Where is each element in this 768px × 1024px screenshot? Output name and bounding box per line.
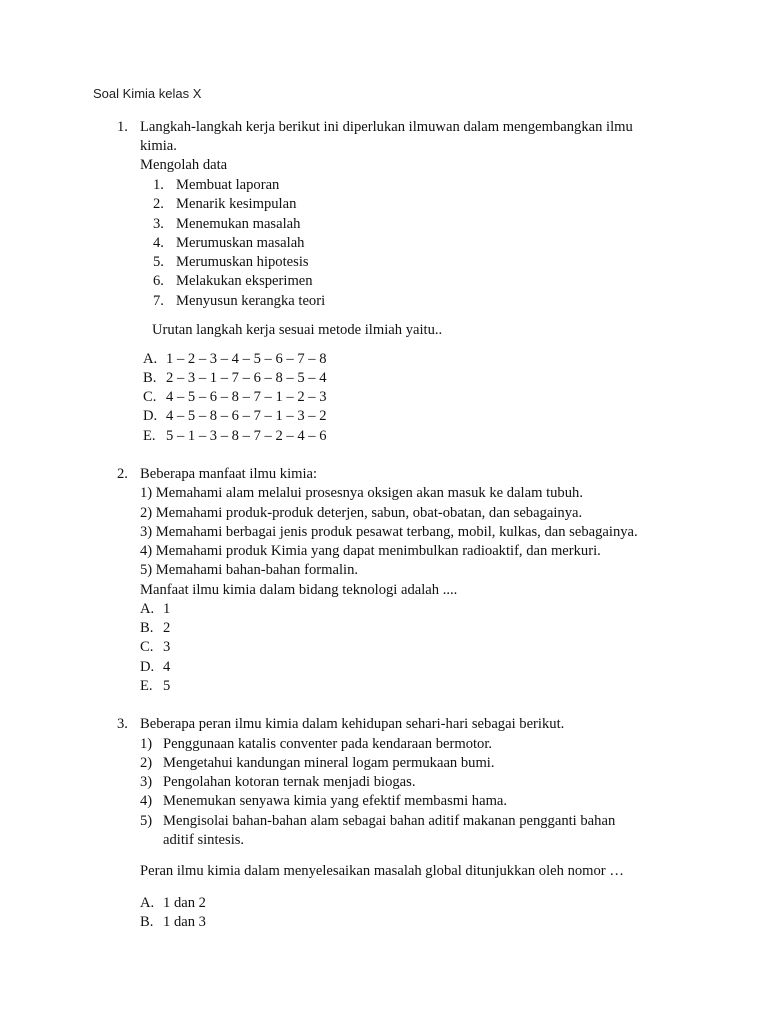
list-item: 5) Memahami bahan-bahan formalin.	[140, 562, 359, 578]
option-key: B.	[140, 620, 154, 636]
list-item: Menemukan senyawa kimia yang efektif membasmi hama.	[163, 793, 508, 809]
question-number: 1.	[117, 119, 128, 135]
question-number: 3.	[117, 716, 128, 732]
question-text-continued: kimia.	[140, 138, 177, 154]
step-number: 3.	[153, 216, 164, 232]
step-text: Merumuskan hipotesis	[176, 254, 309, 270]
list-item: Penggunaan katalis conventer pada kendaraan bermotor.	[163, 736, 493, 752]
option-text: 2	[163, 620, 171, 636]
option-key: A.	[140, 601, 155, 617]
option-key: A.	[143, 351, 158, 367]
subheading: Mengolah data	[140, 157, 228, 173]
step-text: Menarik kesimpulan	[176, 196, 297, 212]
list-item: 3) Memahami berbagai jenis produk pesawat terbang, mobil, kulkas, dan sebagainya.	[140, 524, 638, 540]
document-title: Soal Kimia kelas X	[93, 86, 202, 101]
list-item: Mengetahui kandungan mineral logam permukaan bumi.	[163, 755, 495, 771]
step-text: Melakukan eksperimen	[176, 273, 313, 289]
list-item: 4) Memahami produk Kimia yang dapat menimbulkan radioaktif, dan merkuri.	[140, 543, 601, 559]
option-key: D.	[140, 659, 155, 675]
option-key: E.	[143, 428, 156, 444]
list-item: Pengolahan kotoran ternak menjadi biogas.	[163, 774, 416, 790]
option-text: 4 – 5 – 6 – 8 – 7 – 1 – 2 – 3	[166, 389, 327, 405]
option-text: 1 dan 3	[163, 914, 206, 930]
option-text: 1	[163, 601, 171, 617]
question-prompt: Urutan langkah kerja sesuai metode ilmiah yaitu..	[152, 322, 443, 338]
question-number: 2.	[117, 466, 128, 482]
question-text: Langkah-langkah kerja berikut ini diperlukan ilmuwan dalam mengembangkan ilmu	[140, 119, 633, 135]
list-item-number: 2)	[140, 755, 153, 771]
list-item-number: 5)	[140, 813, 153, 829]
question-prompt: Peran ilmu kimia dalam menyelesaikan masalah global ditunjukkan oleh nomor …	[140, 863, 624, 879]
option-text: 5	[163, 678, 171, 694]
step-number: 2.	[153, 196, 164, 212]
option-key: C.	[140, 639, 154, 655]
option-text: 1 – 2 – 3 – 4 – 5 – 6 – 7 – 8	[166, 351, 327, 367]
option-text: 4	[163, 659, 171, 675]
question-text: Beberapa peran ilmu kimia dalam kehidupan sehari-hari sebagai berikut.	[140, 716, 565, 732]
option-text: 1 dan 2	[163, 895, 206, 911]
list-item-number: 3)	[140, 774, 153, 790]
step-text: Membuat laporan	[176, 177, 280, 193]
step-text: Merumuskan masalah	[176, 235, 305, 251]
step-number: 4.	[153, 235, 164, 251]
option-key: A.	[140, 895, 155, 911]
list-item-number: 1)	[140, 736, 153, 752]
option-key: B.	[140, 914, 154, 930]
step-text: Menyusun kerangka teori	[176, 293, 326, 309]
step-number: 7.	[153, 293, 164, 309]
option-text: 3	[163, 639, 171, 655]
question-prompt: Manfaat ilmu kimia dalam bidang teknologi adalah ....	[140, 582, 458, 598]
list-item: Mengisolai bahan-bahan alam sebagai bahan aditif makanan pengganti bahan	[163, 813, 616, 829]
list-item: 1) Memahami alam melalui prosesnya oksigen akan masuk ke dalam tubuh.	[140, 485, 583, 501]
list-item-continued: aditif sintesis.	[163, 832, 245, 848]
list-item-number: 4)	[140, 793, 153, 809]
step-number: 5.	[153, 254, 164, 270]
option-text: 2 – 3 – 1 – 7 – 6 – 8 – 5 – 4	[166, 370, 327, 386]
option-key: B.	[143, 370, 157, 386]
option-key: D.	[143, 408, 158, 424]
option-key: C.	[143, 389, 157, 405]
option-key: E.	[140, 678, 153, 694]
step-number: 1.	[153, 177, 164, 193]
step-text: Menemukan masalah	[176, 216, 301, 232]
question-text: Beberapa manfaat ilmu kimia:	[140, 466, 318, 482]
option-text: 4 – 5 – 8 – 6 – 7 – 1 – 3 – 2	[166, 408, 327, 424]
step-number: 6.	[153, 273, 164, 289]
list-item: 2) Memahami produk-produk deterjen, sabun, obat-obatan, dan sebagainya.	[140, 505, 583, 521]
option-text: 5 – 1 – 3 – 8 – 7 – 2 – 4 – 6	[166, 428, 327, 444]
